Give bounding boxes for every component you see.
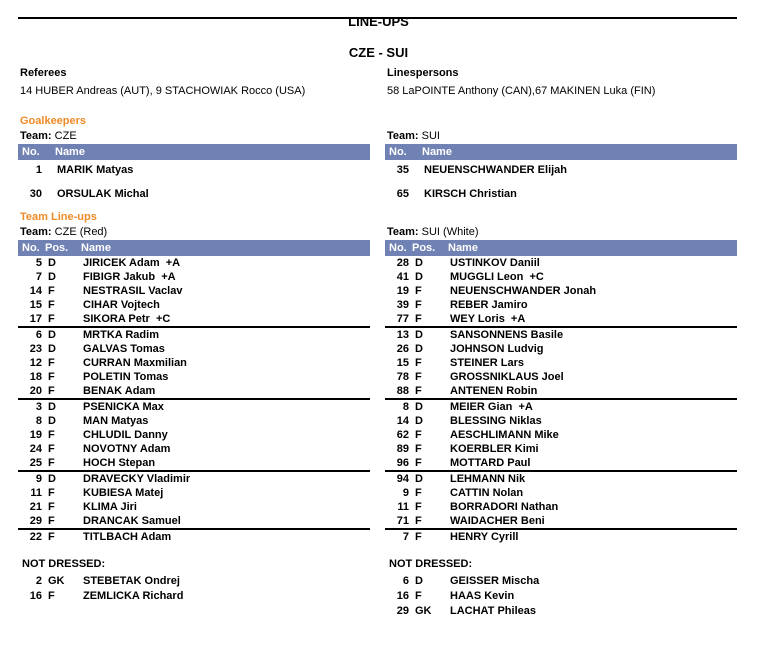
player-row <box>18 384 370 398</box>
player-position: F <box>48 429 55 441</box>
not-dressed-row <box>18 574 370 589</box>
team-value: SUI <box>421 130 440 142</box>
lineup-group <box>18 326 370 398</box>
player-number: 6 <box>402 575 409 587</box>
player-name: CURRAN Maxmilian <box>83 357 187 369</box>
player-position: F <box>415 429 422 441</box>
player-position: F <box>415 313 422 325</box>
player-name: SANSONNENS Basile <box>450 329 564 341</box>
player-row <box>18 298 370 312</box>
player-name: CHLUDIL Danny <box>83 429 168 441</box>
not-dressed-row <box>385 589 737 604</box>
player-row <box>385 256 737 270</box>
player-position: F <box>48 313 55 325</box>
player-name: BENAK Adam <box>83 385 156 397</box>
referees-names: 14 HUBER Andreas (AUT), 9 STACHOWIAK Rocco (USA) <box>20 85 306 97</box>
player-number: 71 <box>396 515 409 527</box>
player-position: D <box>415 415 423 427</box>
player-row <box>18 256 370 270</box>
player-number: 26 <box>396 343 409 355</box>
player-number: 77 <box>396 313 409 325</box>
lineups-sui-column <box>385 224 737 544</box>
not-dressed-sui-rows <box>385 574 737 619</box>
player-number: 89 <box>396 443 409 455</box>
player-name: MEIER Gian +A <box>450 401 533 413</box>
lineups-section <box>0 224 757 544</box>
referees-label: Referees <box>20 67 67 79</box>
lineups-cze-rows <box>18 256 370 544</box>
player-number: 62 <box>396 429 409 441</box>
not-dressed-row <box>385 574 737 589</box>
player-name: LACHAT Phileas <box>450 605 536 617</box>
player-row <box>18 312 370 326</box>
player-position: F <box>415 515 422 527</box>
player-position: F <box>415 487 422 499</box>
column-header-name: Name <box>448 242 478 254</box>
team-lineups-heading: Team Line-ups <box>20 211 97 223</box>
player-row <box>18 530 370 544</box>
player-row <box>385 312 737 326</box>
lineup-group <box>18 470 370 528</box>
player-name: NOVOTNY Adam <box>83 443 171 455</box>
player-name: MRTKA Radim <box>83 329 159 341</box>
player-number: 9 <box>35 473 42 485</box>
player-number: 13 <box>396 329 409 341</box>
team-value: SUI (White) <box>421 226 479 238</box>
player-position: F <box>415 457 422 469</box>
player-position: F <box>48 515 55 527</box>
player-row <box>18 456 370 470</box>
column-header-no: No. <box>22 242 40 254</box>
lineup-group <box>385 256 737 326</box>
player-name: KIRSCH Christian <box>424 188 517 200</box>
not-dressed-sui-column <box>385 557 737 619</box>
player-number: 15 <box>29 299 42 311</box>
player-position: F <box>48 371 55 383</box>
player-name: ORSULAK Michal <box>57 188 149 200</box>
player-number: 88 <box>396 385 409 397</box>
player-name: BORRADORI Nathan <box>450 501 559 513</box>
player-name: CIHAR Vojtech <box>83 299 160 311</box>
player-name: KLIMA Jiri <box>83 501 137 513</box>
player-name: GALVAS Tomas <box>83 343 165 355</box>
lineups-document <box>0 14 757 649</box>
player-number: 6 <box>35 329 42 341</box>
player-number: 9 <box>402 487 409 499</box>
player-position: D <box>48 329 56 341</box>
player-row <box>18 414 370 428</box>
player-row <box>385 298 737 312</box>
player-number: 28 <box>396 257 409 269</box>
goalkeeper-row <box>385 184 737 208</box>
player-row <box>385 342 737 356</box>
player-name: HOCH Stepan <box>83 457 156 469</box>
player-row <box>18 472 370 486</box>
player-position: D <box>48 401 56 413</box>
goalkeepers-sui-team <box>385 129 737 143</box>
player-number: 94 <box>396 473 409 485</box>
player-position: F <box>415 531 422 543</box>
player-position: F <box>415 501 422 513</box>
not-dressed-label: NOT DRESSED: <box>22 558 106 570</box>
player-number: 19 <box>29 429 42 441</box>
player-number: 5 <box>35 257 42 269</box>
player-row <box>18 270 370 284</box>
player-position: F <box>48 501 55 513</box>
goalkeepers-sui-rows <box>385 160 737 208</box>
player-name: CATTIN Nolan <box>450 487 524 499</box>
lineups-cze-table-header <box>18 240 370 256</box>
player-position: D <box>48 257 56 269</box>
player-name: ANTENEN Robin <box>450 385 538 397</box>
column-header-pos: Pos. <box>412 242 436 254</box>
lineups-cze-column <box>18 224 370 544</box>
player-position: F <box>48 357 55 369</box>
player-position: F <box>48 385 55 397</box>
not-dressed-label: NOT DRESSED: <box>389 558 473 570</box>
player-number: 23 <box>29 343 42 355</box>
player-position: F <box>415 443 422 455</box>
player-number: 16 <box>29 590 42 602</box>
player-position: F <box>415 299 422 311</box>
player-position: GK <box>48 575 65 587</box>
player-position: F <box>48 299 55 311</box>
player-row <box>385 428 737 442</box>
player-number: 78 <box>396 371 409 383</box>
player-position: D <box>415 257 423 269</box>
team-label: Team: <box>387 226 419 238</box>
player-name: GROSSNIKLAUS Joel <box>450 371 564 383</box>
player-number: 21 <box>29 501 42 513</box>
player-row <box>18 342 370 356</box>
goalkeepers-cze-rows <box>18 160 370 208</box>
player-position: D <box>415 343 423 355</box>
player-name: SIKORA Petr +C <box>83 313 171 325</box>
team-value: CZE (Red) <box>54 226 108 238</box>
not-dressed-row <box>18 589 370 604</box>
column-header-name: Name <box>81 242 111 254</box>
player-row <box>385 472 737 486</box>
column-header-no: No. <box>389 146 407 158</box>
not-dressed-row <box>385 604 737 619</box>
player-number: 3 <box>35 401 42 413</box>
lineup-group <box>18 528 370 544</box>
player-name: PSENICKA Max <box>83 401 164 413</box>
player-row <box>385 530 737 544</box>
player-name: TITLBACH Adam <box>83 531 172 543</box>
lineups-cze-team <box>18 225 370 239</box>
player-position: D <box>48 415 56 427</box>
player-row <box>18 284 370 298</box>
player-row <box>385 384 737 398</box>
goalkeepers-sui-table-header <box>385 144 737 160</box>
goalkeeper-row <box>18 184 370 208</box>
player-position: F <box>48 443 55 455</box>
player-number: 30 <box>29 188 42 200</box>
player-name: KOERBLER Kimi <box>450 443 539 455</box>
player-name: POLETIN Tomas <box>83 371 169 383</box>
player-row <box>385 456 737 470</box>
goalkeepers-cze-table-header <box>18 144 370 160</box>
player-row <box>385 486 737 500</box>
player-name: STEBETAK Ondrej <box>83 575 180 587</box>
goalkeepers-section <box>0 128 757 208</box>
not-dressed-cze-column <box>18 557 370 619</box>
player-number: 2 <box>35 575 42 587</box>
player-row <box>385 356 737 370</box>
player-row <box>385 414 737 428</box>
player-position: F <box>415 357 422 369</box>
player-position: D <box>48 473 56 485</box>
player-name: WEY Loris +A <box>450 313 526 325</box>
player-position: F <box>48 487 55 499</box>
lineup-group <box>385 326 737 398</box>
player-number: 17 <box>29 313 42 325</box>
player-row <box>18 442 370 456</box>
player-position: F <box>48 457 55 469</box>
player-number: 65 <box>396 188 409 200</box>
player-number: 14 <box>396 415 409 427</box>
player-row <box>385 284 737 298</box>
player-number: 24 <box>29 443 42 455</box>
player-row <box>385 500 737 514</box>
player-number: 35 <box>396 164 409 176</box>
player-position: F <box>415 285 422 297</box>
player-name: JOHNSON Ludvig <box>450 343 544 355</box>
player-number: 7 <box>402 531 409 543</box>
player-row <box>18 370 370 384</box>
player-name: STEINER Lars <box>450 357 524 369</box>
linespersons-names: 58 LaPOINTE Anthony (CAN),67 MAKINEN Luka (FIN) <box>387 85 656 97</box>
goalkeepers-sui-column <box>385 128 737 208</box>
player-row <box>385 400 737 414</box>
player-number: 29 <box>396 605 409 617</box>
player-number: 12 <box>29 357 42 369</box>
lineups-sui-team <box>385 225 737 239</box>
player-position: F <box>415 590 422 602</box>
player-name: JIRICEK Adam +A <box>83 257 181 269</box>
officials-section <box>0 64 757 99</box>
player-number: 20 <box>29 385 42 397</box>
column-header-name: Name <box>422 146 452 158</box>
player-number: 11 <box>30 487 42 499</box>
player-number: 8 <box>402 401 409 413</box>
player-number: 25 <box>29 457 42 469</box>
lineup-group <box>385 398 737 470</box>
goalkeeper-row <box>18 160 370 184</box>
player-number: 22 <box>29 531 42 543</box>
referees-block <box>18 64 370 99</box>
player-name: MARIK Matyas <box>57 164 134 176</box>
player-position: GK <box>415 605 432 617</box>
team-label: Team: <box>20 226 52 238</box>
player-name: MOTTARD Paul <box>450 457 531 469</box>
matchup-title: CZE - SUI <box>348 45 409 60</box>
player-name: DRAVECKY Vladimir <box>83 473 191 485</box>
player-name: HENRY Cyrill <box>450 531 519 543</box>
player-name: NESTRASIL Vaclav <box>83 285 183 297</box>
lineup-group <box>385 528 737 544</box>
column-header-no: No. <box>22 146 40 158</box>
player-row <box>385 328 737 342</box>
player-position: F <box>48 531 55 543</box>
player-row <box>18 514 370 528</box>
player-name: LEHMANN Nik <box>450 473 526 485</box>
player-position: F <box>415 385 422 397</box>
team-label: Team: <box>387 130 419 142</box>
player-row <box>385 270 737 284</box>
player-position: D <box>48 343 56 355</box>
linespersons-label: Linespersons <box>387 67 459 79</box>
player-number: 19 <box>396 285 409 297</box>
player-name: NEUENSCHWANDER Elijah <box>424 164 568 176</box>
goalkeeper-row <box>385 160 737 184</box>
lineup-group <box>18 256 370 326</box>
goalkeepers-cze-column <box>18 128 370 208</box>
lineup-group <box>385 470 737 528</box>
player-name: ZEMLICKA Richard <box>83 590 184 602</box>
player-row <box>18 486 370 500</box>
player-position: D <box>415 401 423 413</box>
player-row <box>18 400 370 414</box>
team-label: Team: <box>20 130 52 142</box>
player-position: D <box>48 271 56 283</box>
player-name: NEUENSCHWANDER Jonah <box>450 285 597 297</box>
player-number: 16 <box>396 590 409 602</box>
player-number: 96 <box>396 457 409 469</box>
player-name: AESCHLIMANN Mike <box>450 429 559 441</box>
player-name: MUGGLI Leon +C <box>450 271 544 283</box>
column-header-no: No. <box>389 242 407 254</box>
player-row <box>385 370 737 384</box>
player-number: 11 <box>397 501 409 513</box>
lineups-sui-table-header <box>385 240 737 256</box>
player-position: F <box>415 371 422 383</box>
player-number: 15 <box>396 357 409 369</box>
lineup-group <box>18 398 370 470</box>
player-number: 14 <box>29 285 42 297</box>
player-position: D <box>415 473 423 485</box>
player-name: MAN Matyas <box>83 415 149 427</box>
column-header-pos: Pos. <box>45 242 69 254</box>
player-name: GEISSER Mischa <box>450 575 540 587</box>
player-number: 18 <box>29 371 42 383</box>
player-number: 8 <box>35 415 42 427</box>
top-rule <box>18 17 737 19</box>
player-position: D <box>415 271 423 283</box>
player-row <box>18 328 370 342</box>
player-row <box>18 356 370 370</box>
player-row <box>18 500 370 514</box>
linespersons-block <box>385 64 737 99</box>
player-number: 29 <box>29 515 42 527</box>
player-name: BLESSING Niklas <box>450 415 542 427</box>
player-row <box>385 514 737 528</box>
player-name: DRANCAK Samuel <box>83 515 181 527</box>
player-name: USTINKOV Daniil <box>450 257 540 269</box>
column-header-name: Name <box>55 146 85 158</box>
player-position: D <box>415 329 423 341</box>
player-number: 7 <box>35 271 42 283</box>
player-name: REBER Jamiro <box>450 299 528 311</box>
player-name: KUBIESA Matej <box>83 487 164 499</box>
lineups-sui-rows <box>385 256 737 544</box>
player-name: FIBIGR Jakub +A <box>83 271 176 283</box>
player-number: 39 <box>396 299 409 311</box>
player-row <box>18 428 370 442</box>
goalkeepers-cze-team <box>18 129 370 143</box>
team-value: CZE <box>54 130 77 142</box>
player-row <box>385 442 737 456</box>
page-title: LINE-UPS <box>348 14 409 29</box>
player-number: 1 <box>35 164 42 176</box>
player-position: F <box>48 285 55 297</box>
not-dressed-cze-rows <box>18 574 370 604</box>
not-dressed-section <box>0 557 757 619</box>
goalkeepers-heading: Goalkeepers <box>20 115 87 127</box>
player-name: WAIDACHER Beni <box>450 515 545 527</box>
player-position: D <box>415 575 423 587</box>
player-name: HAAS Kevin <box>450 590 515 602</box>
player-position: F <box>48 590 55 602</box>
player-number: 41 <box>396 271 409 283</box>
